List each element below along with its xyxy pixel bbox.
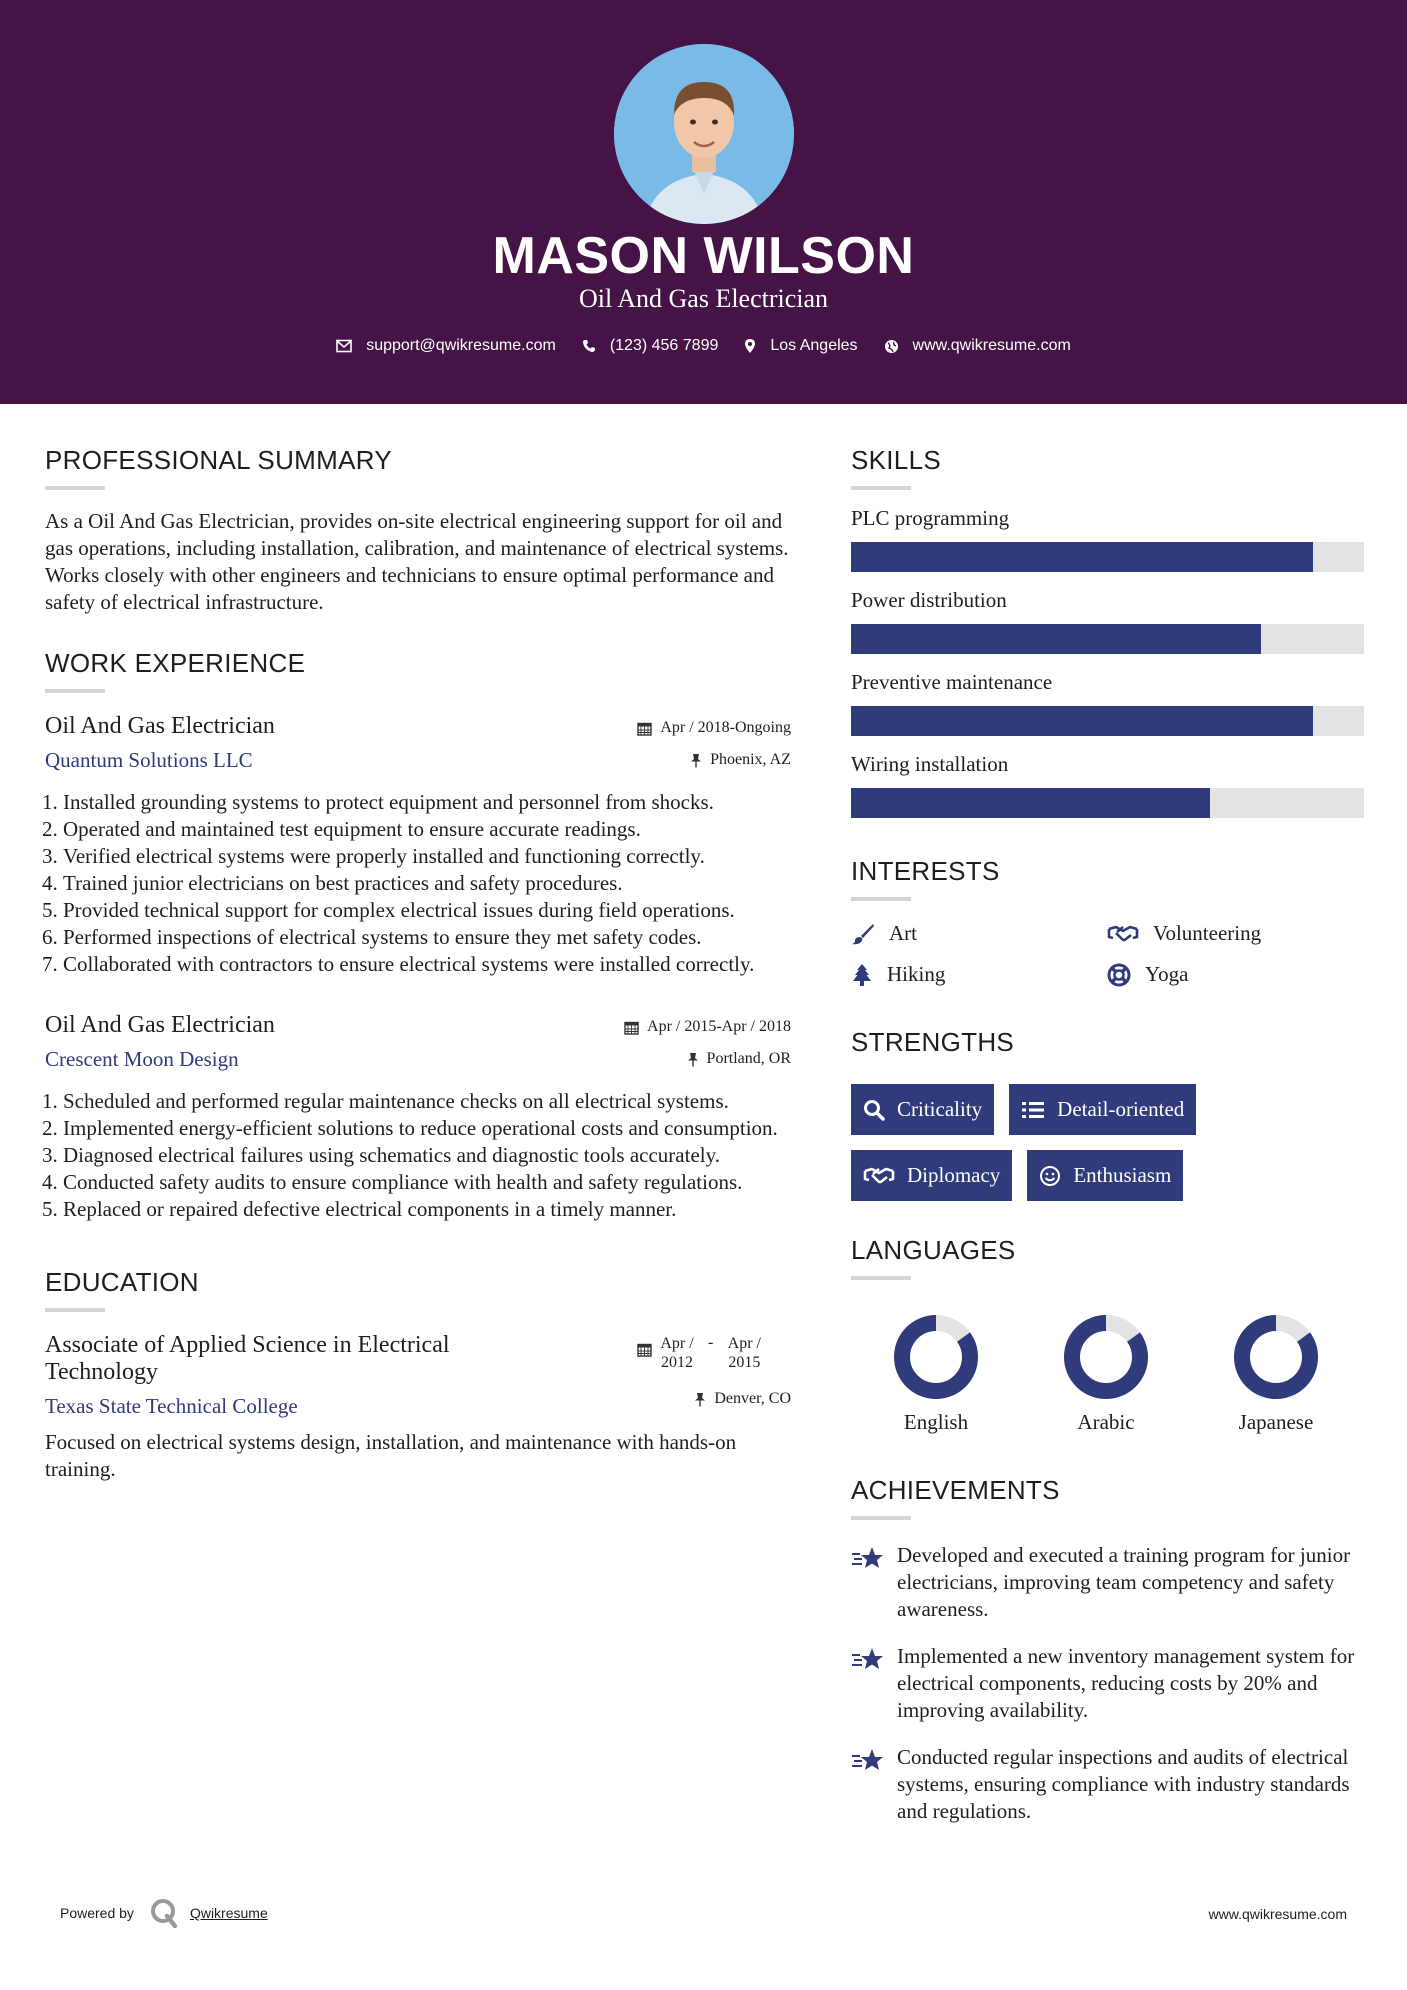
- list-item: 7. Collaborated with contractors to ensure electrical systems were installed correctly.: [63, 951, 791, 978]
- skill-bar-fill: [851, 624, 1261, 654]
- skills-section: [851, 445, 1364, 818]
- calendar-icon: [624, 1020, 639, 1035]
- skill-label: Power distribution: [851, 588, 1007, 612]
- location-text: Los Angeles: [770, 337, 858, 354]
- list-item: 5. Provided technical support for complex electrical issues during field operations.: [63, 897, 791, 924]
- school-name: Texas State Technical College: [45, 1394, 298, 1418]
- brush-icon: [851, 923, 875, 945]
- lifebuoy-icon: [1107, 963, 1131, 987]
- experience-section: [45, 648, 791, 1223]
- pushpin-icon: [690, 753, 702, 768]
- strength-chip: Detail-oriented: [1009, 1084, 1196, 1135]
- star-trophy-icon: [851, 1747, 885, 1775]
- skill-bar: [851, 706, 1364, 736]
- website-text: www.qwikresume.com: [912, 337, 1071, 354]
- skill-label: Preventive maintenance: [851, 670, 1053, 694]
- section-title: STRENGTHS: [851, 1027, 1015, 1057]
- list-item: 6. Performed inspections of electrical systems to ensure they met safety codes.: [63, 924, 791, 951]
- list-item: 3. Verified electrical systems were properly installed and functioning correctly.: [63, 843, 791, 870]
- job-location: Portland, OR: [624, 1050, 791, 1068]
- job-entry: [45, 713, 791, 978]
- list-item: 5. Replaced or repaired defective electrical components in a timely manner.: [63, 1196, 791, 1223]
- list-item: 4. Conducted safety audits to ensure compliance with health and safety regulations.: [63, 1169, 791, 1196]
- language-label: Arabic: [1077, 1410, 1135, 1434]
- pushpin-icon: [687, 1052, 699, 1067]
- summary-text: As a Oil And Gas Electrician, provides on-site electrical engineering support for oil and gas operations, including installation, calibration, and maintenance of electrical systems. Works closely with other engineers and technicians to ensure optimal performance and safety of electrical infrastructure.: [45, 509, 789, 614]
- skill-bar-fill: [851, 788, 1210, 818]
- strengths-section: [851, 1027, 1364, 1201]
- envelope-icon: [336, 339, 352, 353]
- skill-label: Wiring installation: [851, 752, 1009, 776]
- section-title: EDUCATION: [45, 1267, 199, 1297]
- languages-section: [851, 1235, 1364, 1435]
- job-duties: [45, 1088, 791, 1223]
- contact-bar: [0, 337, 1407, 355]
- education-dates: Apr / 2012 - Apr / 2015: [637, 1334, 791, 1372]
- section-title: ACHIEVEMENTS: [851, 1475, 1060, 1505]
- degree-title: Associate of Applied Science in Electrical Technology: [45, 1332, 450, 1385]
- summary-section: [45, 445, 791, 616]
- left-column: [45, 445, 791, 1483]
- section-title: WORK EXPERIENCE: [45, 648, 306, 678]
- section-title: SKILLS: [851, 445, 941, 475]
- job-company: Crescent Moon Design: [45, 1047, 239, 1071]
- section-title: INTERESTS: [851, 856, 1000, 886]
- phone-text: (123) 456 7899: [609, 337, 719, 354]
- right-column: [851, 445, 1364, 1825]
- language-label: Japanese: [1238, 1410, 1314, 1434]
- resume-header: [0, 0, 1407, 404]
- skill-label: PLC programming: [851, 506, 1010, 530]
- section-divider: [851, 486, 911, 490]
- achievement-item: Implemented a new inventory management system for electrical components, reducing costs by 20% and improving availability.: [851, 1643, 1364, 1724]
- powered-by-text: Powered by: [60, 1905, 134, 1921]
- list-item: 2. Implemented energy-efficient solutions to reduce operational costs and consumption.: [63, 1115, 791, 1142]
- interest-item: Hiking: [851, 962, 1107, 987]
- section-divider: [851, 1516, 911, 1520]
- list-item: 1. Installed grounding systems to protect equipment and personnel from shocks.: [63, 789, 791, 816]
- strength-chip: Enthusiasm: [1027, 1150, 1183, 1201]
- strength-chip: Diplomacy: [851, 1150, 1012, 1201]
- skill-bar: [851, 788, 1364, 818]
- handshake-icon: [1107, 923, 1139, 945]
- qwikresume-logo-icon: [150, 1898, 178, 1928]
- education-section: [45, 1267, 791, 1483]
- smile-icon: [1039, 1165, 1061, 1187]
- achievement-item: Conducted regular inspections and audits of electrical systems, ensuring compliance with industry standards and regulations.: [851, 1744, 1364, 1825]
- candidate-name: MASON WILSON: [492, 227, 915, 285]
- list-icon: [1021, 1100, 1045, 1120]
- language-donut: [891, 1312, 981, 1402]
- calendar-icon: [637, 721, 652, 736]
- search-icon: [863, 1099, 885, 1121]
- globe-icon: [884, 339, 899, 354]
- section-divider: [851, 1276, 911, 1280]
- interest-item: Art: [851, 921, 1107, 946]
- language-item: [1021, 1312, 1191, 1435]
- job-title: Oil And Gas Electrician: [45, 713, 275, 739]
- email-text: support@qwikresume.com: [366, 337, 556, 354]
- section-divider: [45, 689, 105, 693]
- star-trophy-icon: [851, 1545, 885, 1573]
- list-item: 3. Diagnosed electrical failures using schematics and diagnostic tools accurately.: [63, 1142, 791, 1169]
- job-entry: [45, 1012, 791, 1223]
- section-title: PROFESSIONAL SUMMARY: [45, 445, 392, 475]
- section-divider: [45, 486, 105, 490]
- interest-item: Volunteering: [1107, 921, 1363, 946]
- list-item: 4. Trained junior electricians on best practices and safety procedures.: [63, 870, 791, 897]
- job-title: Oil And Gas Electrician: [45, 1012, 275, 1038]
- star-trophy-icon: [851, 1646, 885, 1674]
- footer-website[interactable]: www.qwikresume.com: [1208, 1906, 1347, 1922]
- language-donut: [1061, 1312, 1151, 1402]
- contact-location: [744, 337, 857, 355]
- pushpin-icon: [694, 1392, 706, 1407]
- language-donut: [1231, 1312, 1321, 1402]
- handshake-icon: [863, 1165, 895, 1187]
- list-item: 2. Operated and maintained test equipment to ensure accurate readings.: [63, 816, 791, 843]
- avatar-illustration: [614, 44, 794, 224]
- language-item: [851, 1312, 1021, 1435]
- language-label: English: [903, 1410, 969, 1434]
- contact-email[interactable]: [336, 337, 556, 355]
- calendar-icon: [637, 1342, 652, 1357]
- achievements-section: [851, 1475, 1364, 1825]
- job-dates: Apr / 2018-Ongoing: [637, 719, 791, 737]
- candidate-title: Oil And Gas Electrician: [578, 284, 829, 313]
- languages-list: [851, 1312, 1364, 1435]
- map-pin-icon: [744, 338, 756, 354]
- profile-photo: [614, 44, 794, 224]
- contact-website[interactable]: [884, 337, 1071, 355]
- education-location: Denver, CO: [637, 1390, 791, 1408]
- job-location: Phoenix, AZ: [637, 751, 791, 769]
- job-company: Quantum Solutions LLC: [45, 748, 253, 772]
- skill-bar: [851, 542, 1364, 572]
- section-divider: [851, 897, 911, 901]
- interest-item: Yoga: [1107, 962, 1363, 987]
- achievement-item: Developed and executed a training program for junior electricians, improving team competency and safety awareness.: [851, 1542, 1364, 1623]
- list-item: 1. Scheduled and performed regular maintenance checks on all electrical systems.: [63, 1088, 791, 1115]
- job-duties: [45, 789, 791, 978]
- contact-phone[interactable]: [582, 337, 719, 355]
- skills-list: [851, 506, 1364, 818]
- brand-link[interactable]: Qwikresume: [189, 1905, 268, 1921]
- strength-chip: Criticality: [851, 1084, 994, 1135]
- skill-bar: [851, 624, 1364, 654]
- skill-bar-fill: [851, 706, 1313, 736]
- language-item: [1191, 1312, 1361, 1435]
- footer-powered-by: [60, 1898, 268, 1928]
- phone-icon: [582, 339, 596, 353]
- skill-bar-fill: [851, 542, 1313, 572]
- section-divider: [45, 1308, 105, 1312]
- section-title: LANGUAGES: [851, 1235, 1016, 1265]
- interests-section: [851, 856, 1364, 987]
- job-dates: Apr / 2015-Apr / 2018: [624, 1018, 791, 1036]
- education-description: Focused on electrical systems design, installation, and maintenance with hands-on training.: [45, 1430, 737, 1481]
- tree-icon: [851, 963, 873, 987]
